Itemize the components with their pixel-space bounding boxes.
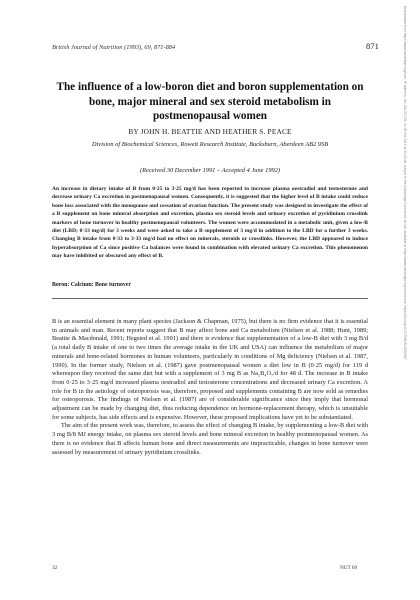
page-number: 871	[366, 41, 379, 51]
affiliation: Division of Biochemical Sciences, Rowett Research Institute, Bucksburn, Aberdeen AB2 9SB	[91, 141, 329, 148]
footer-page-code: 32	[52, 565, 58, 571]
abstract-text: An increase in dietary intake of B from 0·25 to 3·25 mg/d has been reported to increase plasma oestradiol and testosterone and decrease urinary Ca excretion in postmenopausal women. Consequently, it is suggested that the higher level of B intake could reduce bone loss associated with the menopause and cessation of ovarian function. The present study was designed to investigate the effect of a B supplement on bone mineral absorption and excretion, plasma sex steroid levels and urinary excretion of pyridinium crosslink markers of bone turnover in healthy postmenopausal volunteers. The women were accommodated in a metabolic unit, given a low-B diet (LBD; 0·33 mg/d) for 3 weeks and were asked to take a B supplement of 3 mg/d in addition to the LBD for a further 3 weeks. Changing B intake from 0·33 to 3·33 mg/d had no effect on minerals, steroids or crosslinks. However, the LBD appeared to induce hyperabsorption of Ca since positive Ca balances were found in combination with elevated urinary Ca excretion. This phenomenon may have inhibited or obscured any effect of B.	[52, 186, 368, 260]
abstract	[52, 185, 368, 261]
section-divider	[52, 298, 368, 299]
journal-header: British Journal of Nutrition (1993), 69, 871-884	[52, 44, 176, 51]
download-notice-text: Downloaded from https://www.cambridge.org/core. IP address: 161.181.23.105, on 06 Oct 2019 at 02:43:48, subject to the Cambridge Core terms of use, available at https://www.cambridge.org/core/terms. https://doi.org/10.1079/BJN19930087	[403, 6, 407, 360]
body-text	[52, 318, 368, 457]
received-dates: (Received 30 December 1991 – Accepted 4 June 1992)	[139, 167, 281, 174]
body-paragraph: B is an essential element in many plant species (Jackson & Chapman, 1975), but there is no firm evidence that it is essential in animals and man. Recent reports suggest that B may affect bone and Ca metabolism (Nielsen et al. 1988; Hunt, 1989; Beattie & Macdonald, 1991; Hegsted et al. 1991) and there is evidence that supplementation of a low-B diet with 3 mg B/d (a total daily B intake of one to two times the average intake in the UK and USA) can influence the metabolism of major minerals and bone-related hormones in human volunteers, particularly in conditions of Mg deficiency (Nielsen et al. 1987, 1990). In the former study, Nielsen et al. (1987) gave postmenopausal women a diet low in B (0·25 mg/d) for 119 d whereupon they received the same diet but with a supplement of 3 mg B as Na₂B₄O₇/d for 48 d. The increase in B intake from 0·25 to 3·25 mg/d increased plasma oestradiol and testosterone concentrations and decreased urinary Ca excretion. A role for B in the aetiology of osteoporosis was, therefore, proposed and supplements containing B are now sold as remedies for osteoporosis. The findings of Nielsen et al. (1987) are of considerable significance since they imply that hormonal adjustment can be made by changing diet, thus reducing dependence on hormone-replacement therapy, which is unsuitable for some subjects, has side effects and is expensive. However, these proposed implications have yet to be substantiated.	[52, 318, 368, 421]
article-title: The influence of a low-boron diet and boron supplementation on bone, major mineral and sex steroid metabolism in postmenopausal women	[56, 81, 364, 122]
authors: BY JOHN H. BEATTIE AND HEATHER S. PEACE	[128, 127, 292, 136]
keywords: Boron: Calcium: Bone turnover	[52, 282, 131, 288]
body-paragraph: The aim of the present work was, therefore, to assess the effect of changing B intake, by supplementing a low-B diet with 3 mg B/8 MJ energy intake, on plasma sex steroid levels and bone mineral excretion in healthy postmenopausal women. As there is no evidence that B affects human bone and direct measurements are impracticable, changes in bone turnover were assessed by measurement of urinary pyridinium crosslinks.	[52, 422, 368, 456]
footer-signature: NUT 69	[340, 565, 358, 571]
download-notice	[399, 6, 409, 594]
